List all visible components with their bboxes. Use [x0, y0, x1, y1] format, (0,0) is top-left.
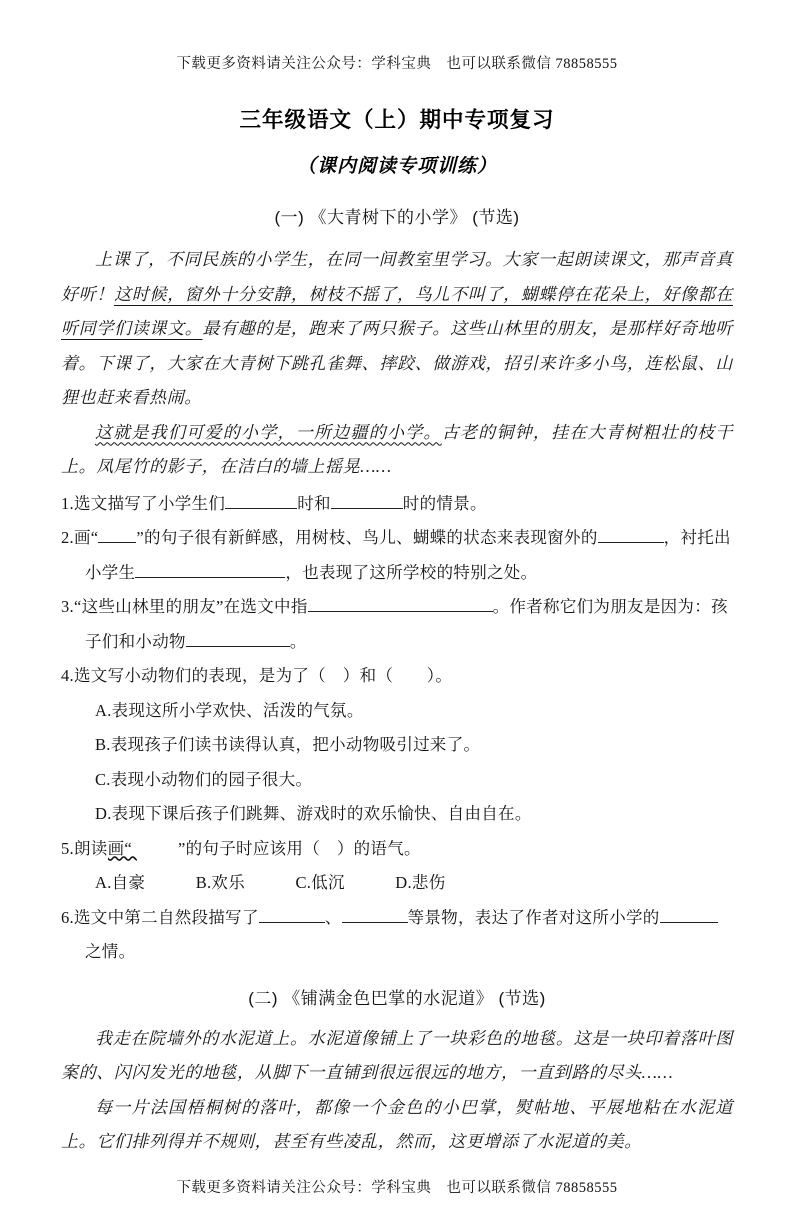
- question-text: 。: [289, 631, 307, 651]
- passage-text: 上课了，不同民族的小学生，在同一间教室里学习。大家一起朗读课文，那声音真好听！: [61, 250, 733, 304]
- answer-blank: [259, 906, 325, 923]
- page-title: 三年级语文（上）期中专项复习: [239, 108, 555, 132]
- question-list: [61, 487, 733, 970]
- question-text: 6.选文中第二自然段描写了: [61, 907, 259, 927]
- answer-blank: [598, 526, 664, 543]
- question-3: [61, 590, 733, 659]
- question-4-options: [61, 694, 733, 832]
- option-c: C.表现小动物们的园子很大。: [95, 769, 313, 789]
- passage2-paragraph-1: 我走在院墙外的水泥道上。水泥道像铺上了一块彩色的地毯。这是一块印着落叶图案的、闪闪发光的地毯，从脚下一直铺到很远很远的地方，一直到路的尽头……: [61, 1028, 733, 1082]
- question-text: ”的句子时应该用（ ）的语气。: [178, 838, 421, 858]
- answer-blank: [186, 630, 290, 647]
- underlined-sentence: 这时候，窗外十分安静，树枝不摇了，鸟儿不叫了，蝴蝶停在花朵上，好像都在听同学们读课文。: [61, 284, 733, 338]
- wavy-answer-blank: [132, 832, 178, 867]
- header-promo-text: 下载更多资料请关注公众号：学科宝典 也可以联系微信 78858555: [176, 56, 618, 72]
- option-b: B.欢乐: [195, 873, 246, 892]
- option-d: D.悲伤: [395, 873, 446, 892]
- question-text: 时的情景。: [402, 493, 487, 513]
- answer-blank: [308, 595, 493, 612]
- option-d: D.表现下课后孩子们跳舞、游戏时的欢乐愉快、自由自在。: [95, 804, 532, 823]
- answer-blank: [660, 906, 718, 923]
- passage1-paragraph-1: [61, 243, 733, 416]
- answer-blank: [135, 561, 285, 578]
- option-b: B.表现孩子们读书读得认真，把小动物吸引过来了。: [95, 735, 481, 754]
- option-a: A.自豪: [95, 873, 146, 892]
- question-text: 1.选文描写了小学生们: [61, 493, 226, 513]
- passage2-paragraph-2: 每一片法国梧桐树的落叶，都像一个金色的小巴掌，熨帖地、平展地粘在水泥道上。它们排列得并不规则，甚至有些凌乱，然而，这更增添了水泥道的美。: [61, 1097, 733, 1151]
- question-1: [61, 487, 733, 522]
- option-c: C.低沉: [295, 873, 345, 892]
- passage1-paragraph-2: [61, 416, 733, 485]
- answer-blank: [225, 492, 297, 509]
- question-text: 时和: [297, 493, 331, 513]
- answer-blank: [331, 492, 403, 509]
- answer-blank: [342, 906, 408, 923]
- question-text: 2.画“: [61, 528, 99, 547]
- section2-heading: (二) 《铺满金色巴掌的水泥道》 (节选): [248, 988, 546, 1008]
- section1-heading: (一) 《大青树下的小学》 (节选): [274, 208, 520, 227]
- question-text: 3.“这些山林里的朋友”在选文中指: [61, 597, 308, 616]
- wavy-underlined-sentence: 这就是我们可爱的小学，一所边疆的小学。: [95, 422, 442, 442]
- question-2: [61, 521, 733, 590]
- option-a: A.表现这所小学欢快、活泼的气氛。: [95, 700, 364, 720]
- question-6: [61, 901, 733, 970]
- footer-promo-text: 下载更多资料请关注公众号：学科宝典 也可以联系微信 78858555: [176, 1179, 618, 1196]
- page-subtitle: （课内阅读专项训练）: [296, 156, 497, 177]
- question-text: ”的句子很有新鲜感，用树枝、鸟儿、蝴蝶的状态来表现窗外的: [136, 528, 598, 547]
- question-text: ，衬托出小学生: [85, 528, 731, 582]
- question-text: 、: [324, 907, 342, 927]
- question-5-options: [61, 866, 733, 901]
- passage-text: 最有趣的是，跑来了两只猴子。这些山林里的朋友，是那样好奇地听着。下课了，大家在大青树下跳孔雀舞、摔跤、做游戏，招引来许多小鸟，连松鼠、山狸也赶来看热闹。: [61, 319, 733, 407]
- question-5: [61, 832, 733, 867]
- question-text: 。作者称它们为朋友是因为：孩子们和小动物: [85, 597, 728, 651]
- passage-text: 古老的铜钟，挂在大青树粗壮的枝干上。凤尾竹的影子，在洁白的墙上摇晃……: [61, 422, 733, 476]
- question-text: 等景物，表达了作者对这所小学的: [407, 907, 660, 927]
- question-text: ，也表现了这所学校的特别之处。: [285, 562, 538, 582]
- reading-passage-1: [61, 243, 733, 485]
- question-text: 4.选文写小动物们的表现，是为了（ ）和（ ）。: [61, 666, 453, 685]
- answer-blank: [98, 526, 136, 543]
- question-4: [61, 659, 733, 694]
- reading-passage-2: [61, 1022, 733, 1160]
- question-text: 5.朗读画“: [61, 838, 132, 858]
- question-text: 之情。: [85, 942, 136, 961]
